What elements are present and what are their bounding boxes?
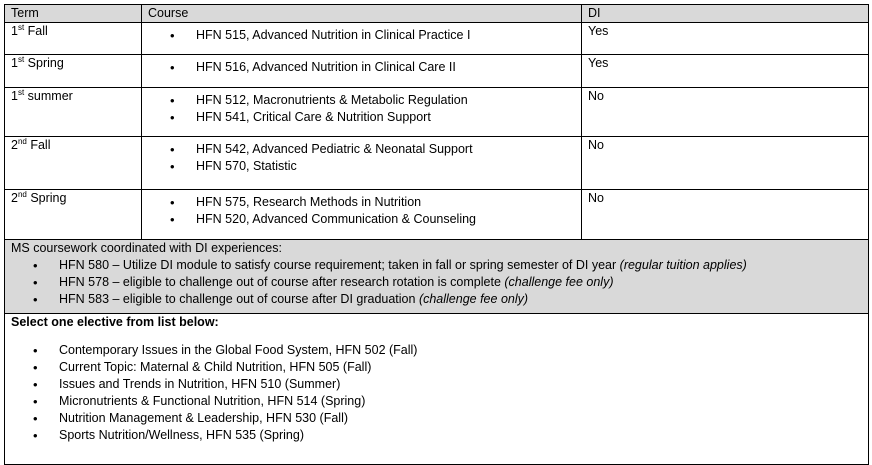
coursework-note: (regular tuition applies) xyxy=(619,258,747,272)
term-cell xyxy=(5,137,142,190)
curriculum-table xyxy=(4,4,869,465)
term-rest: Spring xyxy=(26,191,67,205)
term-row xyxy=(5,88,869,137)
term-row xyxy=(5,55,869,88)
coursework-text: HFN 580 – Utilize DI module to satisfy course requirement; taken in fall or spring semester of DI year xyxy=(59,258,620,272)
header-course: Course xyxy=(142,5,582,23)
course-item: • HFN 516, Advanced Nutrition in Clinical Care II xyxy=(148,59,581,76)
course-cell xyxy=(142,190,582,240)
course-cell xyxy=(142,88,582,137)
coursework-text: HFN 578 – eligible to challenge out of course after research rotation is complete xyxy=(59,275,505,289)
coursework-item xyxy=(11,291,868,308)
course-item: • HFN 541, Critical Care & Nutrition Support xyxy=(148,109,581,126)
coursework-row xyxy=(5,240,869,314)
term-num: 2 xyxy=(11,138,18,152)
coursework-item xyxy=(11,257,868,274)
coursework-item xyxy=(11,274,868,291)
term-rest: summer xyxy=(24,89,73,103)
course-item: • HFN 512, Macronutrients & Metabolic Regulation xyxy=(148,92,581,109)
course-item: • HFN 542, Advanced Pediatric & Neonatal Support xyxy=(148,141,581,158)
term-row xyxy=(5,137,869,190)
term-sup: st xyxy=(17,22,25,32)
coursework-note: (challenge fee only) xyxy=(418,292,529,306)
coursework-note: (challenge fee only) xyxy=(504,275,614,289)
elective-item: • Current Topic: Maternal & Child Nutrition, HFN 505 (Fall) xyxy=(11,359,868,376)
course-cell xyxy=(142,23,582,55)
coursework-title: MS coursework coordinated with DI experiences: xyxy=(11,241,282,255)
header-row xyxy=(5,5,869,23)
elective-item: • Contemporary Issues in the Global Food System, HFN 502 (Fall) xyxy=(11,342,868,359)
electives-title: Select one elective from list below: xyxy=(11,315,219,329)
term-rest: Spring xyxy=(24,56,64,70)
term-sup: st xyxy=(17,54,25,64)
term-cell xyxy=(5,190,142,240)
term-row xyxy=(5,23,869,55)
term-cell xyxy=(5,88,142,137)
course-item: • HFN 575, Research Methods in Nutrition xyxy=(148,194,581,211)
term-row xyxy=(5,190,869,240)
di-cell: No xyxy=(582,88,869,137)
elective-item: • Nutrition Management & Leadership, HFN 530 (Fall) xyxy=(11,410,868,427)
di-cell: No xyxy=(582,137,869,190)
elective-item: • Issues and Trends in Nutrition, HFN 510 (Summer) xyxy=(11,376,868,393)
term-sup: nd xyxy=(17,136,27,146)
term-rest: Fall xyxy=(26,138,51,152)
term-cell xyxy=(5,55,142,88)
term-num: 1 xyxy=(11,56,18,70)
header-term: Term xyxy=(5,5,142,23)
header-di: DI xyxy=(582,5,869,23)
course-item: • HFN 570, Statistic xyxy=(148,158,581,175)
term-cell xyxy=(5,23,142,55)
term-sup: st xyxy=(17,87,25,97)
elective-item: • Sports Nutrition/Wellness, HFN 535 (Spring) xyxy=(11,427,868,444)
course-cell xyxy=(142,137,582,190)
course-item: • HFN 515, Advanced Nutrition in Clinical Practice I xyxy=(148,27,581,44)
coursework-cell xyxy=(5,240,869,314)
elective-item: • Micronutrients & Functional Nutrition, HFN 514 (Spring) xyxy=(11,393,868,410)
electives-cell xyxy=(5,314,869,465)
term-num: 1 xyxy=(11,24,18,38)
term-sup: nd xyxy=(17,189,27,199)
course-cell xyxy=(142,55,582,88)
term-rest: Fall xyxy=(24,24,48,38)
di-cell: Yes xyxy=(582,23,869,55)
di-cell: No xyxy=(582,190,869,240)
course-item: • HFN 520, Advanced Communication & Counseling xyxy=(148,211,581,228)
term-num: 2 xyxy=(11,191,18,205)
electives-row xyxy=(5,314,869,465)
di-cell: Yes xyxy=(582,55,869,88)
coursework-text: HFN 583 – eligible to challenge out of course after DI graduation xyxy=(59,292,419,306)
term-num: 1 xyxy=(11,89,18,103)
